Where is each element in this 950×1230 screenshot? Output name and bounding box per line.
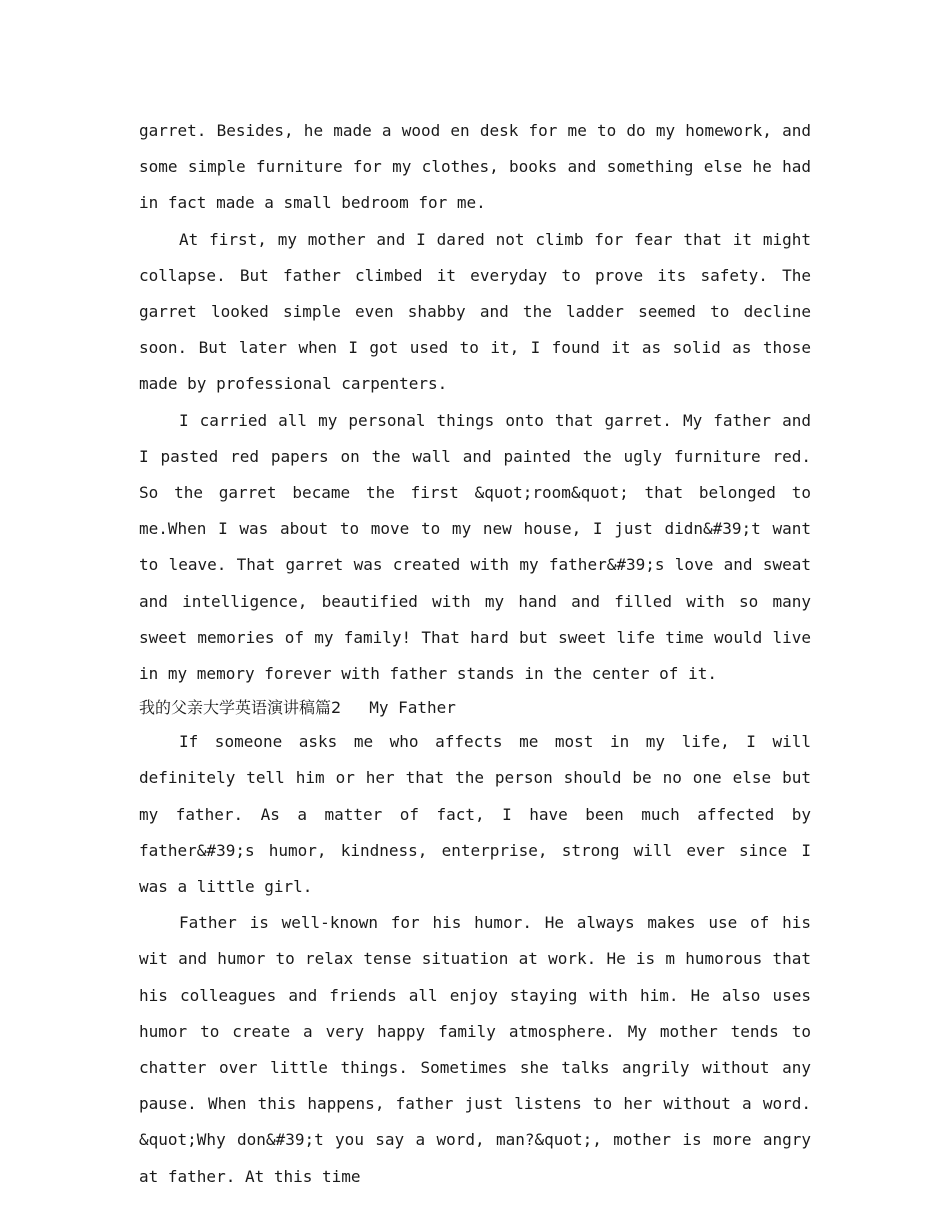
document-page: [139, 113, 811, 1195]
paragraph-climb-fear: At first, my mother and I dared not climb for fear that it might collapse. But father climbed it everyday to prove its safety. The garret looked simple even shabby and the ladder seemed to decline soon. But later when I got used to it, I found it as solid as those made by professional carpenters.: [139, 229, 811, 394]
section-heading-english: My Father: [369, 698, 456, 718]
section-heading-chinese: 我的父亲大学英语演讲稿篇2: [139, 698, 342, 718]
paragraph-garret-desk: garret. Besides, he made a wood en desk for me to do my homework, and some simple furniture for my clothes, books and something else he had in fact made a small bedroom for me.: [139, 121, 811, 213]
paragraph-father-humor: Father is well-known for his humor. He always makes use of his wit and humor to relax tense situation at work. He is m humorous that his colleagues and friends all enjoy staying with him. He also uses humor to create a very happy family atmosphere. My mother tends to chatter over little things. Sometimes she talks angrily without any pause. When this happens, father just listens to her without a word. &quot;Why don&#39;t you say a word, man?&quot;, mother is more angry at father. At this time: [139, 913, 811, 1186]
section-heading: [139, 692, 811, 724]
paragraph-who-affects: If someone asks me who affects me most in my life, I will definitely tell him or her that the person should be no one else but my father. As a matter of fact, I have been much affected by father&#39;s humor, kindness, enterprise, strong will ever since I was a little girl.: [139, 732, 811, 897]
paragraph-personal-things: I carried all my personal things onto that garret. My father and I pasted red papers on the wall and painted the ugly furniture red. So the garret became the first &quot;room&quot; that belonged to me.When I was about to move to my new house, I just didn&#39;t want to leave. That garret was created with my father&#39;s love and sweat and intelligence, beautified with my hand and filled with so many sweet memories of my family! That hard but sweet life time would live in my memory forever with father stands in the center of it.: [139, 410, 811, 684]
